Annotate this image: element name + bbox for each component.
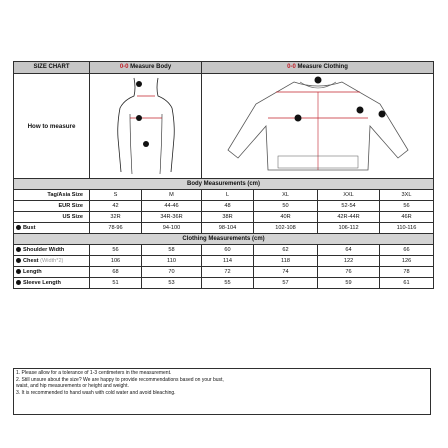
row-label: US Size — [14, 212, 90, 223]
table-cell: 56 — [90, 245, 142, 256]
row-label: Tag/Asia Size — [14, 190, 90, 201]
measure-clothing-label: Measure Clothing — [297, 64, 348, 70]
size-chart-title: SIZE CHART — [14, 62, 90, 74]
table-cell: 114 — [202, 256, 254, 267]
table-row — [14, 201, 434, 212]
table-cell: 55 — [202, 278, 254, 289]
clothing-figure-cell — [202, 74, 434, 179]
table-cell: 68 — [90, 267, 142, 278]
table-cell: 61 — [380, 278, 434, 289]
table-cell: 52-54 — [318, 201, 380, 212]
table-cell: 40R — [254, 212, 318, 223]
body-measurements-title: Body Measurements (cm) — [14, 179, 434, 190]
table-cell: 57 — [254, 278, 318, 289]
bullet-icon — [16, 258, 21, 263]
table-cell: L — [202, 190, 254, 201]
table-cell: 44-46 — [142, 201, 202, 212]
row-label: Length — [14, 267, 90, 278]
illustration-row — [14, 74, 434, 179]
table-cell: 42 — [90, 201, 142, 212]
how-to-measure-label: How to measure — [14, 74, 90, 179]
notes-box — [13, 368, 431, 415]
row-label: Sleeve Length — [14, 278, 90, 289]
table-cell: 66 — [380, 245, 434, 256]
body-section-row — [14, 179, 434, 190]
table-cell: 98-104 — [202, 223, 254, 234]
table-cell: 78-96 — [90, 223, 142, 234]
table-cell: 72 — [202, 267, 254, 278]
table-cell: 60 — [202, 245, 254, 256]
table-cell: XL — [254, 190, 318, 201]
table-cell: 38R — [202, 212, 254, 223]
bullet-icon — [16, 269, 21, 274]
table-cell: 34R-36R — [142, 212, 202, 223]
table-cell: 59 — [318, 278, 380, 289]
table-row — [14, 267, 434, 278]
table-cell: 106 — [90, 256, 142, 267]
table-cell: 56 — [380, 201, 434, 212]
table-cell: 53 — [142, 278, 202, 289]
row-label: EUR Size — [14, 201, 90, 212]
body-figure-icon — [90, 74, 202, 178]
table-cell: 110-116 — [380, 223, 434, 234]
table-cell: 50 — [254, 201, 318, 212]
table-cell: 62 — [254, 245, 318, 256]
table-cell: 32R — [90, 212, 142, 223]
measure-body-header — [90, 62, 202, 74]
chart-header-row — [14, 62, 434, 74]
table-cell: 70 — [142, 267, 202, 278]
table-cell: 110 — [142, 256, 202, 267]
table-cell: 3XL — [380, 190, 434, 201]
note-line: 3. It is recommended to hand wash with cold water and avoid bleaching. — [16, 389, 176, 396]
table-cell: 118 — [254, 256, 318, 267]
size-chart-table — [13, 61, 434, 289]
body-figure-cell — [90, 74, 202, 179]
table-row — [14, 278, 434, 289]
table-cell: 102-108 — [254, 223, 318, 234]
table-cell: 122 — [318, 256, 380, 267]
table-row — [14, 212, 434, 223]
table-cell: 126 — [380, 256, 434, 267]
row-label: Shoulder Width — [14, 245, 90, 256]
table-cell: 51 — [90, 278, 142, 289]
note-line: 1. Please allow for a tolerance of 1-3 centimeters in the measurement. — [16, 370, 172, 376]
table-cell: 42R-44R — [318, 212, 380, 223]
bullet-icon — [16, 280, 21, 285]
table-cell: S — [90, 190, 142, 201]
table-cell: 46R — [380, 212, 434, 223]
clothing-measurements-title: Clothing Measurements (cm) — [14, 234, 434, 245]
measure-clothing-numbers: 0-0 — [287, 64, 296, 70]
table-row — [14, 190, 434, 201]
table-cell: 58 — [142, 245, 202, 256]
shirt-diagram-icon — [202, 74, 434, 178]
table-row — [14, 223, 434, 234]
clothing-section-row — [14, 234, 434, 245]
table-cell: 76 — [318, 267, 380, 278]
table-row — [14, 256, 434, 267]
table-cell: M — [142, 190, 202, 201]
row-label: Bust — [14, 223, 90, 234]
table-cell: 94-100 — [142, 223, 202, 234]
table-cell: 48 — [202, 201, 254, 212]
table-cell: 64 — [318, 245, 380, 256]
note-line: 2. Still unsure about the size? We are happy to provide recommendations based on your bust, — [16, 376, 224, 383]
note-line: waist, and hip measurements or height and weight. — [16, 383, 129, 390]
table-row — [14, 245, 434, 256]
table-cell: 74 — [254, 267, 318, 278]
bullet-icon — [16, 247, 21, 252]
measure-body-numbers: 0-0 — [119, 64, 129, 70]
row-label: Chest (Width*2) — [14, 256, 90, 267]
table-cell: XXL — [318, 190, 380, 201]
measure-clothing-header — [202, 62, 434, 74]
measure-body-label: Measure Body — [130, 64, 172, 70]
bullet-icon — [16, 225, 21, 230]
table-cell: 106-112 — [318, 223, 380, 234]
table-cell: 78 — [380, 267, 434, 278]
